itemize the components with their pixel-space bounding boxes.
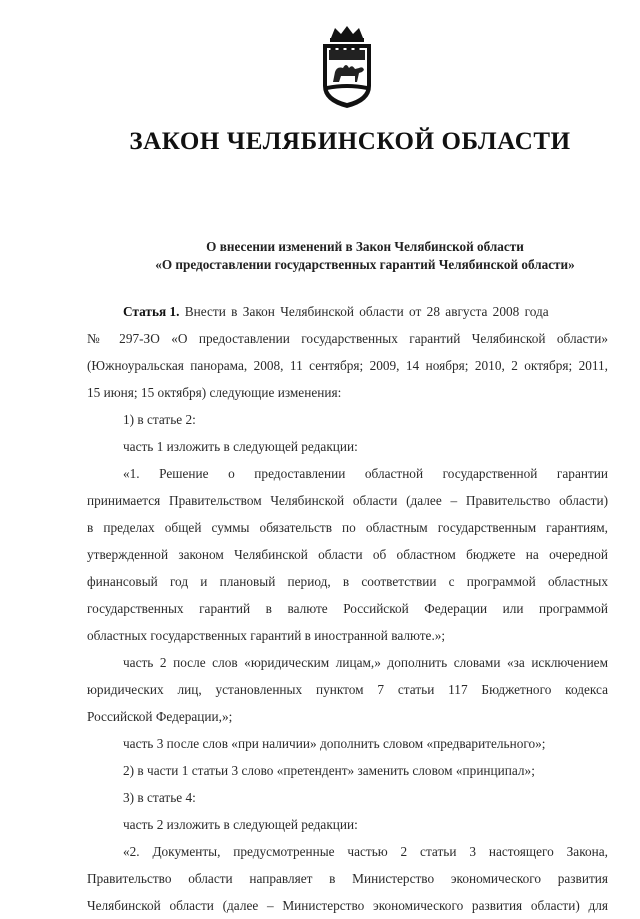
text-line: 1) в статье 2: — [123, 412, 196, 427]
text-line: юридических лиц, установленных пунктом 7 статьи 117 Бюджетного кодекса — [87, 682, 608, 697]
text-line: областных государственных гарантий в иностранной валюте.»; — [87, 628, 446, 643]
text-line: в пределах общей суммы обязательств по областным государственным гарантиям, — [87, 520, 608, 535]
chelyabinsk-coat-of-arms-icon — [319, 24, 375, 110]
article-label: Статья 1. — [123, 304, 180, 319]
law-subtitle-line-1: О внесении изменений в Закон Челябинской области — [206, 239, 524, 254]
text-line: «1. Решение о предоставлении областной государственной гарантии — [123, 466, 608, 481]
text-line: Челябинской области (далее – Министерство экономического развития области) для — [87, 898, 608, 913]
text-line: принимается Правительством Челябинской области (далее – Правительство области) — [87, 493, 608, 508]
text-line: 3) в статье 4: — [123, 790, 196, 805]
text-line: часть 1 изложить в следующей редакции: — [123, 439, 358, 454]
text-line: 15 июня; 15 октября) следующие изменения: — [87, 385, 342, 400]
text-line: часть 3 после слов «при наличии» дополнить словом «предварительного»; — [123, 736, 546, 751]
law-body — [87, 298, 608, 919]
text-line: часть 2 после слов «юридическим лицам,» дополнить словами «за исключением — [123, 655, 608, 670]
text-line: государственных гарантий в валюте Российской Федерации или программой — [87, 601, 608, 616]
text-line: «2. Документы, предусмотренные частью 2 статьи 3 настоящего Закона, — [123, 844, 608, 859]
text-line: Правительство области направляет в Министерство экономического развития — [87, 871, 608, 886]
text-line: (Южноуральская панорама, 2008, 11 сентября; 2009, 14 ноября; 2010, 2 октября; 2011, — [87, 358, 608, 373]
law-subtitle-line-2: «О предоставлении государственных гарантий Челябинской области» — [155, 257, 575, 272]
text-line: финансовый год и плановый период, в соответствии с программой областных — [87, 574, 608, 589]
text-line: утвержденной законом Челябинской области об областном бюджете на очередной — [87, 547, 608, 562]
text-line: № 297-ЗО «О предоставлении государственных гарантий Челябинской области» — [87, 331, 608, 346]
article-1-intro — [87, 298, 608, 325]
law-title: ЗАКОН ЧЕЛЯБИНСКОЙ ОБЛАСТИ — [129, 128, 571, 155]
text-line: Российской Федерации,»; — [87, 709, 233, 724]
text-line: 2) в части 1 статьи 3 слово «претендент» заменить словом «принципал»; — [123, 763, 535, 778]
text-line: Внести в Закон Челябинской области от 28 августа 2008 года — [179, 304, 549, 319]
text-line: часть 2 изложить в следующей редакции: — [123, 817, 358, 832]
